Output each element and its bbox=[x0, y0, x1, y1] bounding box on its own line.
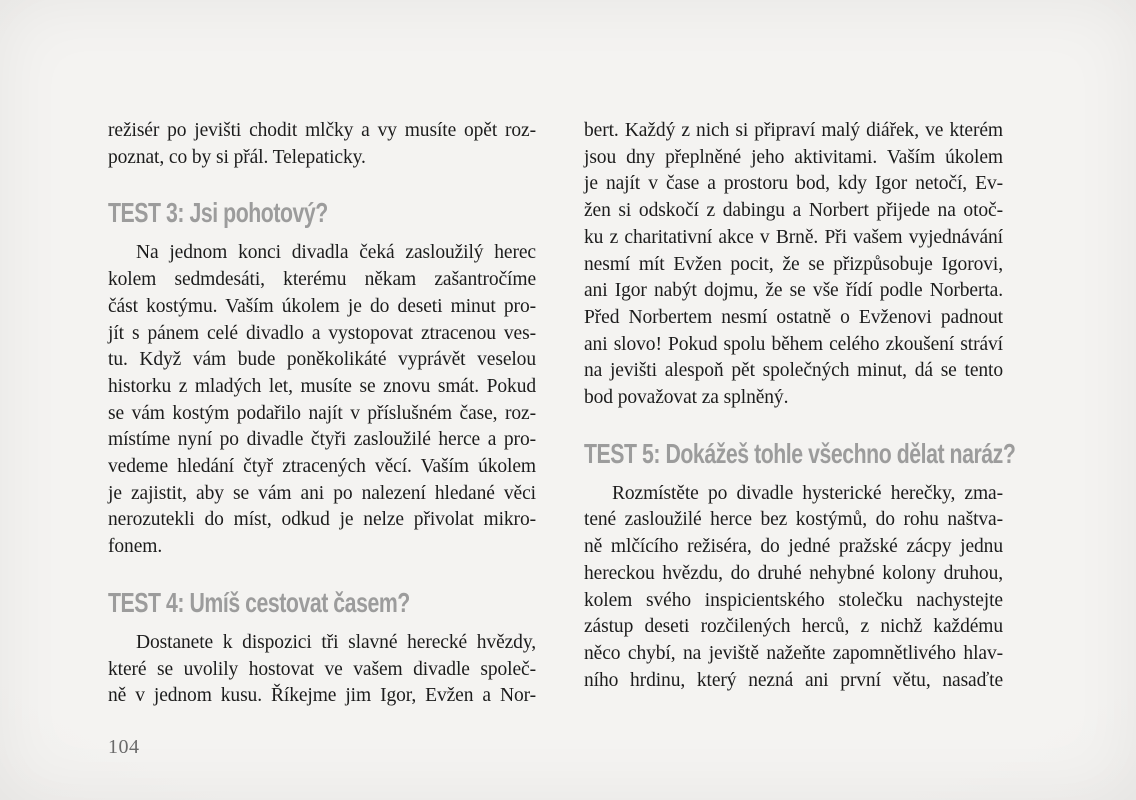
section-heading: TEST 5: Dokážeš tohle všechno dělat naráz? bbox=[584, 437, 1016, 469]
text-line: na jevišti alespoň pět společných minut, dá se tento bbox=[584, 360, 1003, 382]
text-line: které se uvolily hostovat ve vašem divadle společ- bbox=[108, 658, 536, 680]
text-line: jít s pánem celé divadlo a vystopovat ztracenou ves- bbox=[108, 322, 536, 344]
text-line: Na jednom konci divadla čeká zasloužilý herec bbox=[136, 242, 536, 264]
text-line: tené zasloužilé herce bez kostýmů, do rohu naštva- bbox=[584, 509, 1003, 531]
paragraph bbox=[584, 481, 1003, 695]
text-line: kolem sedmdesáti, kterému někam zašantročíme bbox=[108, 269, 536, 291]
text-line: ního hrdinu, který nezná ani první větu, nasaďte bbox=[584, 669, 1003, 691]
text-line: Rozmístěte po divadle hysterické herečky, zma- bbox=[612, 482, 1003, 504]
text-line: žen si odskočí z dabingu a Norbert přijede na otoč- bbox=[584, 200, 1003, 222]
text-line: je najít v čase a prostoru bod, kdy Igor netočí, Ev- bbox=[584, 173, 1003, 195]
text-line: Dostanete k dispozici tři slavné herecké hvězdy, bbox=[136, 631, 536, 653]
text-line: ně mlčícího režiséra, do jedné pražské zácpy jednu bbox=[584, 536, 1003, 558]
text-line: nesmí mít Evžen pocit, že se přizpůsobuje Igorovi, bbox=[584, 253, 1003, 275]
text-line: nerozutekli do míst, odkud je nelze přivolat mikro- bbox=[108, 509, 536, 531]
text-line: ně v jednom kusu. Říkejme jim Igor, Evžen a Nor- bbox=[108, 685, 536, 707]
section-heading: TEST 3: Jsi pohotový? bbox=[108, 197, 328, 229]
paragraph bbox=[584, 118, 1003, 412]
text-line: režisér po jevišti chodit mlčky a vy musíte opět roz- bbox=[108, 120, 536, 141]
text-line: Před Norbertem nesmí ostatně o Evženovi padnout bbox=[584, 306, 1003, 328]
text-line: fonem. bbox=[108, 536, 163, 558]
text-line: bert. Každý z nich si připraví malý diářek, ve kterém bbox=[584, 120, 1003, 141]
text-line: historku z mladých let, musíte se znovu smát. Pokud bbox=[108, 375, 536, 397]
text-line: ku z charitativní akce v Brně. Při vašem vyjednávání bbox=[584, 226, 1003, 248]
text-line: zástup deseti rozčilených herců, z nichž každému bbox=[584, 616, 1003, 638]
text-line: kolem svého inspicientského stolečku nachystejte bbox=[584, 589, 1003, 611]
paragraph bbox=[108, 240, 536, 560]
text-line: ani Igor nabýt dojmu, že se vše řídí podle Norberta. bbox=[584, 280, 1003, 302]
text-line: tu. Když vám bude poněkolikáté vyprávět veselou bbox=[108, 349, 536, 371]
text-line: místíme nyní po divadle čtyři zasloužilé herce a pro- bbox=[108, 429, 536, 451]
text-line: bod považovat za splněný. bbox=[584, 387, 789, 409]
text-line: část kostýmu. Vaším úkolem je do deseti minut pro- bbox=[108, 295, 536, 317]
column-left bbox=[108, 118, 536, 710]
paragraph bbox=[108, 630, 536, 710]
text-line: vedeme hledání čtyř ztracených věcí. Vaším úkolem bbox=[108, 456, 536, 478]
text-line: poznat, co by si přál. Telepaticky. bbox=[108, 146, 366, 168]
text-line: se vám kostým podařilo najít v příslušném čase, roz- bbox=[108, 402, 536, 424]
text-line: něco chybí, na jeviště nažeňte zapomnětlivého hlav- bbox=[584, 642, 1003, 664]
section-heading: TEST 4: Umíš cestovat časem? bbox=[108, 586, 410, 618]
text-line: ani slovo! Pokud spolu během celého zkoušení stráví bbox=[584, 333, 1003, 355]
text-line: hereckou hvězdu, do druhé nehybné kolony druhou, bbox=[584, 562, 1003, 584]
text-line: jsou dny přeplněné jeho aktivitami. Vaším úkolem bbox=[584, 146, 1003, 168]
page-number: 104 bbox=[108, 736, 140, 758]
text-line: je zajistit, aby se vám ani po nalezení hledané věci bbox=[108, 482, 536, 504]
paragraph bbox=[108, 118, 536, 171]
column-right bbox=[584, 118, 1016, 694]
